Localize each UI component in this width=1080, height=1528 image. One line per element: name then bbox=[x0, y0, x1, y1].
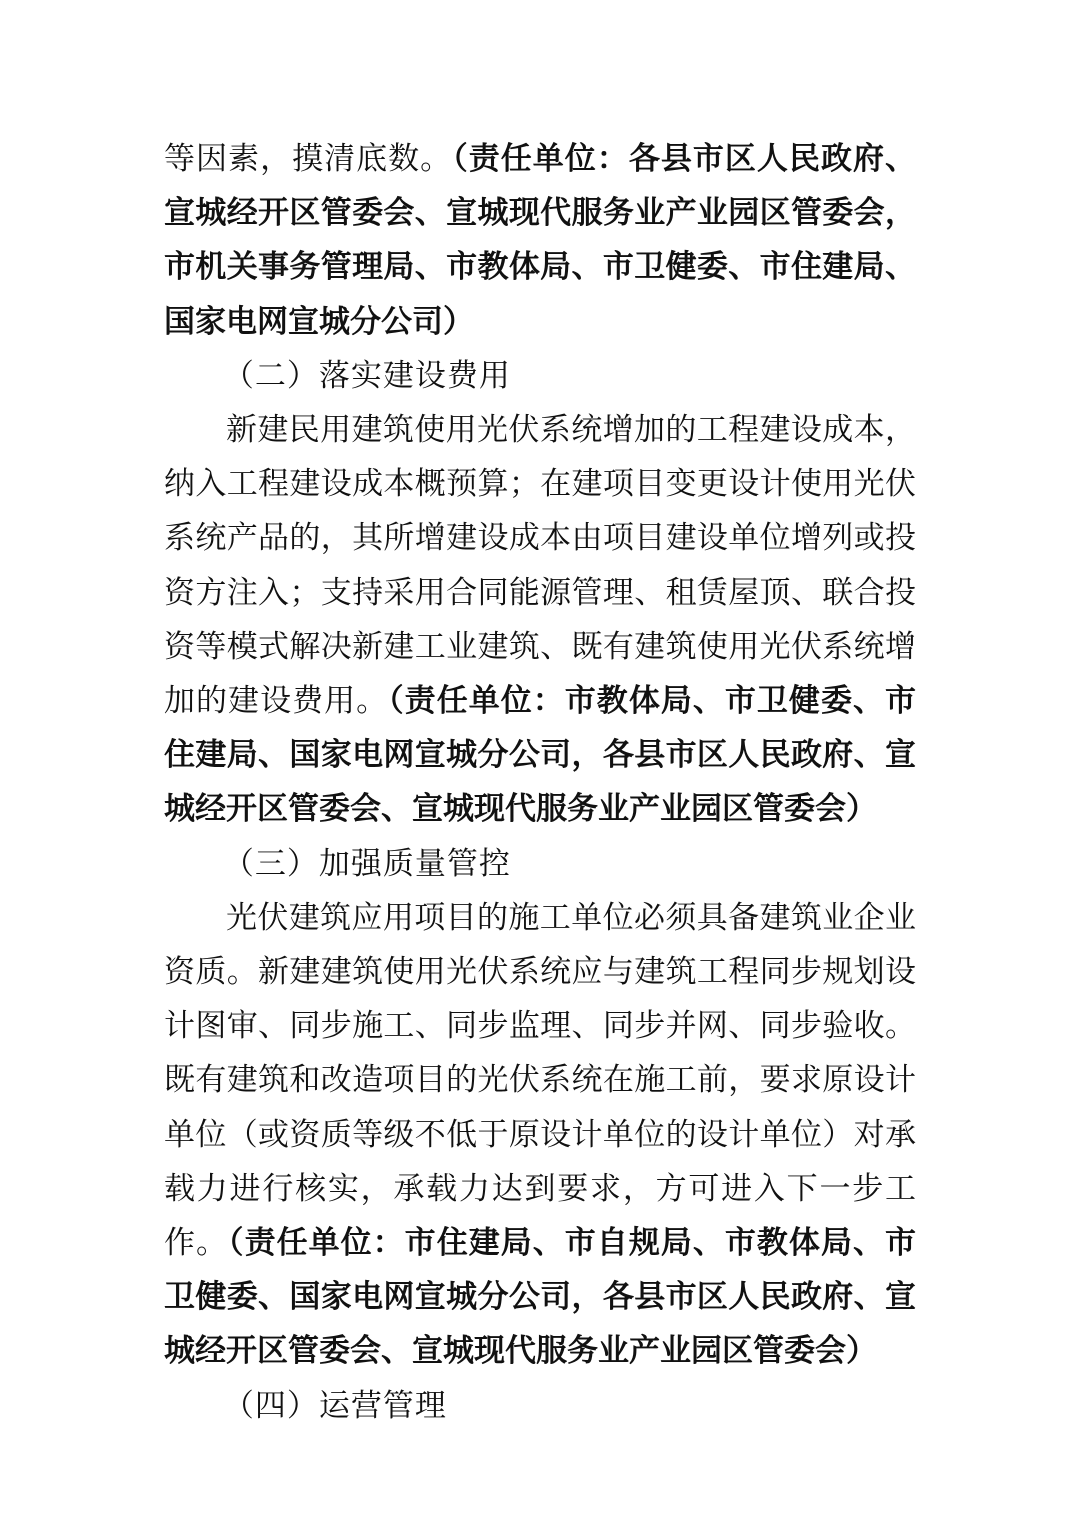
paragraph-construction-cost bbox=[164, 403, 916, 837]
paragraph-text: 新建民用建筑使用光伏系统增加的工程建设成本，纳入工程建设成本概预算；在建项目变更设计使用光伏系统产品的，其所增建设成本由项目建设单位增列或投资方注入；支持采用合同能源管理、租赁屋顶、联合投资等模式解决新建工业建筑、既有建筑使用光伏系统增加的建设费用。 bbox=[164, 412, 916, 720]
section-heading-3: （三）加强质量管控 bbox=[222, 845, 511, 882]
responsible-units: （责任单位：市住建局、市自规局、市教体局、市卫健委、国家电网宣城分公司，各县市区人民政府、宣城经开区管委会、宣城现代服务业产业园区管委会） bbox=[164, 1225, 917, 1370]
section-heading-2: （二）落实建设费用 bbox=[222, 357, 511, 394]
responsible-units: （责任单位：各县市区人民政府、宣城经开区管委会、宣城现代服务业产业园区管委会，市机关事务管理局、市教体局、市卫健委、市住建局、国家电网宣城分公司） bbox=[164, 141, 917, 340]
responsible-units: （责任单位：市教体局、市卫健委、市住建局、国家电网宣城分公司，各县市区人民政府、宣城经开区管委会、宣城现代服务业产业园区管委会） bbox=[164, 683, 917, 828]
paragraph-text: 光伏建筑应用项目的施工单位必须具备建筑业企业资质。新建建筑使用光伏系统应与建筑工程同步规划设计图审、同步施工、同步监理、同步并网、同步验收。既有建筑和改造项目的光伏系统在施工前，要求原设计单位（或资质等级不低于原设计单位的设计单位）对承载力进行核实，承载力达到要求，方可进入下一步工作。 bbox=[164, 899, 916, 1262]
paragraph-quality-control bbox=[164, 891, 916, 1379]
paragraph-survey bbox=[164, 132, 916, 349]
document-page bbox=[164, 132, 916, 1433]
section-heading-4: （四）运营管理 bbox=[222, 1387, 447, 1424]
paragraph-text: 等因素，摸清底数。 bbox=[164, 141, 453, 177]
